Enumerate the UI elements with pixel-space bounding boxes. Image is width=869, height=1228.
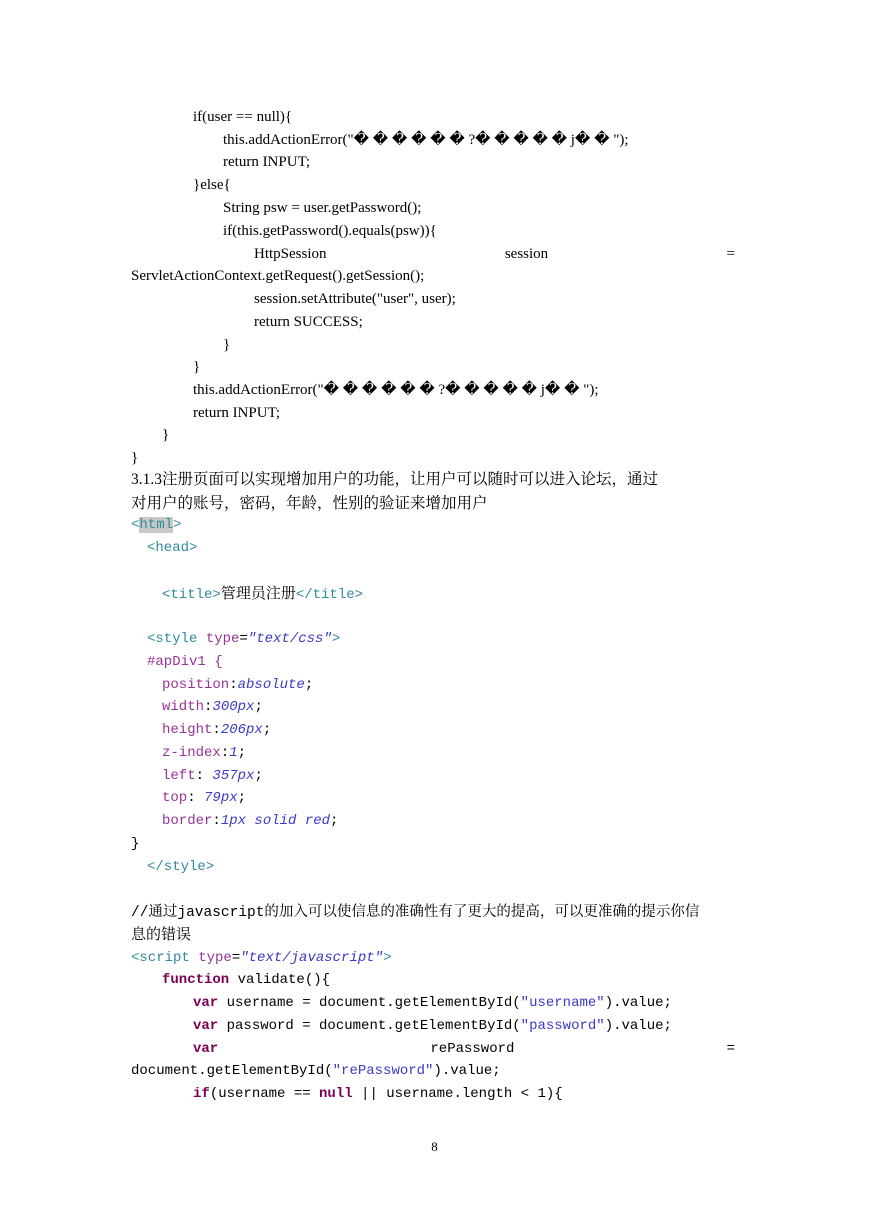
code-line	[254, 244, 735, 264]
code-token: "text/css"	[247, 631, 332, 647]
code-token: type	[198, 950, 232, 966]
code-token: document.getElementById(	[131, 1063, 333, 1079]
code-token: ).value;	[604, 995, 672, 1011]
css-prop-line	[162, 811, 338, 831]
code-token: </title>	[295, 587, 364, 603]
code-token: 357px	[212, 768, 255, 784]
code-line	[131, 515, 181, 535]
code-token: absolute	[237, 677, 305, 693]
code-line: }	[131, 836, 140, 852]
code-line	[131, 1061, 501, 1081]
page-number: 8	[431, 1139, 438, 1154]
code-token: (username ==	[209, 1086, 320, 1102]
code-string: "username"	[520, 995, 605, 1011]
css-prop-line	[162, 788, 246, 808]
code-token: top	[162, 790, 188, 806]
code-line	[162, 584, 363, 605]
code-string: "password"	[520, 1018, 605, 1034]
code-token: z-index	[162, 745, 221, 761]
code-line: this.addActionError("� � � � � � ?� � � � � j� � ");	[193, 382, 599, 398]
code-line: return INPUT;	[193, 405, 281, 421]
code-keyword: null	[319, 1086, 353, 1102]
code-token: >	[173, 517, 182, 533]
code-token: ;	[262, 722, 272, 738]
code-line	[193, 993, 672, 1013]
css-prop-line	[162, 743, 246, 763]
code-keyword: var	[193, 1018, 219, 1034]
code-token: =	[239, 631, 248, 647]
code-line: }	[223, 337, 231, 353]
code-token: HttpSession	[254, 246, 327, 262]
code-token: ;	[254, 768, 263, 784]
code-token: :	[229, 677, 238, 693]
code-token: position	[162, 677, 230, 693]
code-line: <head>	[147, 540, 198, 556]
code-line: #apDiv1 {	[147, 654, 223, 670]
code-token: left	[162, 768, 196, 784]
code-line: }	[131, 450, 139, 466]
code-token: ).value;	[433, 1063, 501, 1079]
highlighted-tag: html	[139, 517, 174, 533]
code-token: <script	[131, 950, 199, 966]
code-line: return SUCCESS;	[254, 314, 363, 330]
code-line: session.setAttribute("user", user);	[254, 291, 456, 307]
code-line	[193, 1016, 672, 1036]
code-line	[193, 1039, 735, 1059]
code-token: ).value;	[604, 1018, 672, 1034]
code-token: type	[205, 631, 240, 647]
comment-line: //通过javascript的加入可以使信息的准确性有了更大的提高，可以更准确的提示你信	[131, 905, 700, 921]
code-token: =	[726, 1041, 735, 1057]
comment-line: 息的错误	[131, 927, 192, 943]
code-keyword: var	[193, 1041, 219, 1057]
code-token: >	[383, 950, 392, 966]
code-token: border	[162, 813, 213, 829]
css-prop-line	[162, 766, 263, 786]
code-token: ;	[330, 813, 339, 829]
code-string: "rePassword"	[332, 1063, 434, 1079]
code-token: "text/javascript"	[240, 950, 384, 966]
css-prop-line	[162, 697, 263, 717]
code-token: 300px	[212, 699, 255, 715]
code-line: this.addActionError("� � � � � � ?� � � � � j� � ");	[223, 132, 629, 148]
code-token: =	[231, 950, 241, 966]
code-keyword: var	[193, 995, 219, 1011]
code-token: <	[131, 517, 140, 533]
code-token: >	[331, 631, 341, 647]
code-keyword: if	[193, 1086, 210, 1102]
code-token: ;	[237, 790, 247, 806]
code-token: 79px	[204, 790, 238, 806]
code-token: :	[220, 745, 230, 761]
code-token: :	[187, 790, 205, 806]
code-line: if(this.getPassword().equals(psw)){	[223, 223, 437, 239]
code-token: <style	[147, 631, 206, 647]
code-token: session	[504, 246, 549, 262]
code-token: || username.length < 1){	[352, 1086, 563, 1102]
code-token: ;	[254, 699, 263, 715]
code-token: =	[726, 246, 735, 262]
code-token: 206px	[220, 722, 263, 738]
code-token: :	[204, 699, 213, 715]
code-token: :	[212, 722, 221, 738]
code-token: width	[162, 699, 205, 715]
code-line: if(user == null){	[193, 109, 293, 125]
code-token: 1px solid red	[220, 813, 331, 829]
code-token: password = document.getElementById(	[218, 1018, 521, 1034]
section-paragraph-line: 对用户的账号，密码，年龄，性别的验证来增加用户	[131, 495, 488, 512]
code-line	[193, 1084, 563, 1104]
code-keyword: function	[162, 972, 230, 988]
code-token: rePassword	[430, 1041, 515, 1057]
code-token: <title>	[162, 587, 221, 603]
code-token: 1	[229, 745, 238, 761]
css-prop-line	[162, 720, 271, 740]
code-token: username = document.getElementById(	[218, 995, 521, 1011]
code-token: validate(){	[229, 972, 331, 988]
code-token: 管理员注册	[220, 586, 296, 602]
css-prop-line	[162, 675, 313, 695]
code-token: ;	[237, 745, 247, 761]
code-token: ;	[304, 677, 314, 693]
code-line: </style>	[147, 859, 215, 875]
code-line	[147, 629, 340, 649]
section-paragraph-line: 3.1.3注册页面可以实现增加用户的功能，让用户可以随时可以进入论坛，通过	[131, 471, 659, 488]
code-line: String psw = user.getPassword();	[223, 200, 422, 216]
code-token: :	[195, 768, 213, 784]
code-line: }	[162, 427, 170, 443]
code-line: }else{	[193, 177, 231, 193]
code-token: :	[212, 813, 221, 829]
code-line	[131, 948, 391, 968]
code-token: height	[162, 722, 213, 738]
code-line: ServletActionContext.getRequest().getSession();	[131, 268, 425, 284]
code-line: return INPUT;	[223, 154, 311, 170]
code-line	[162, 970, 330, 990]
code-line: }	[193, 359, 201, 375]
